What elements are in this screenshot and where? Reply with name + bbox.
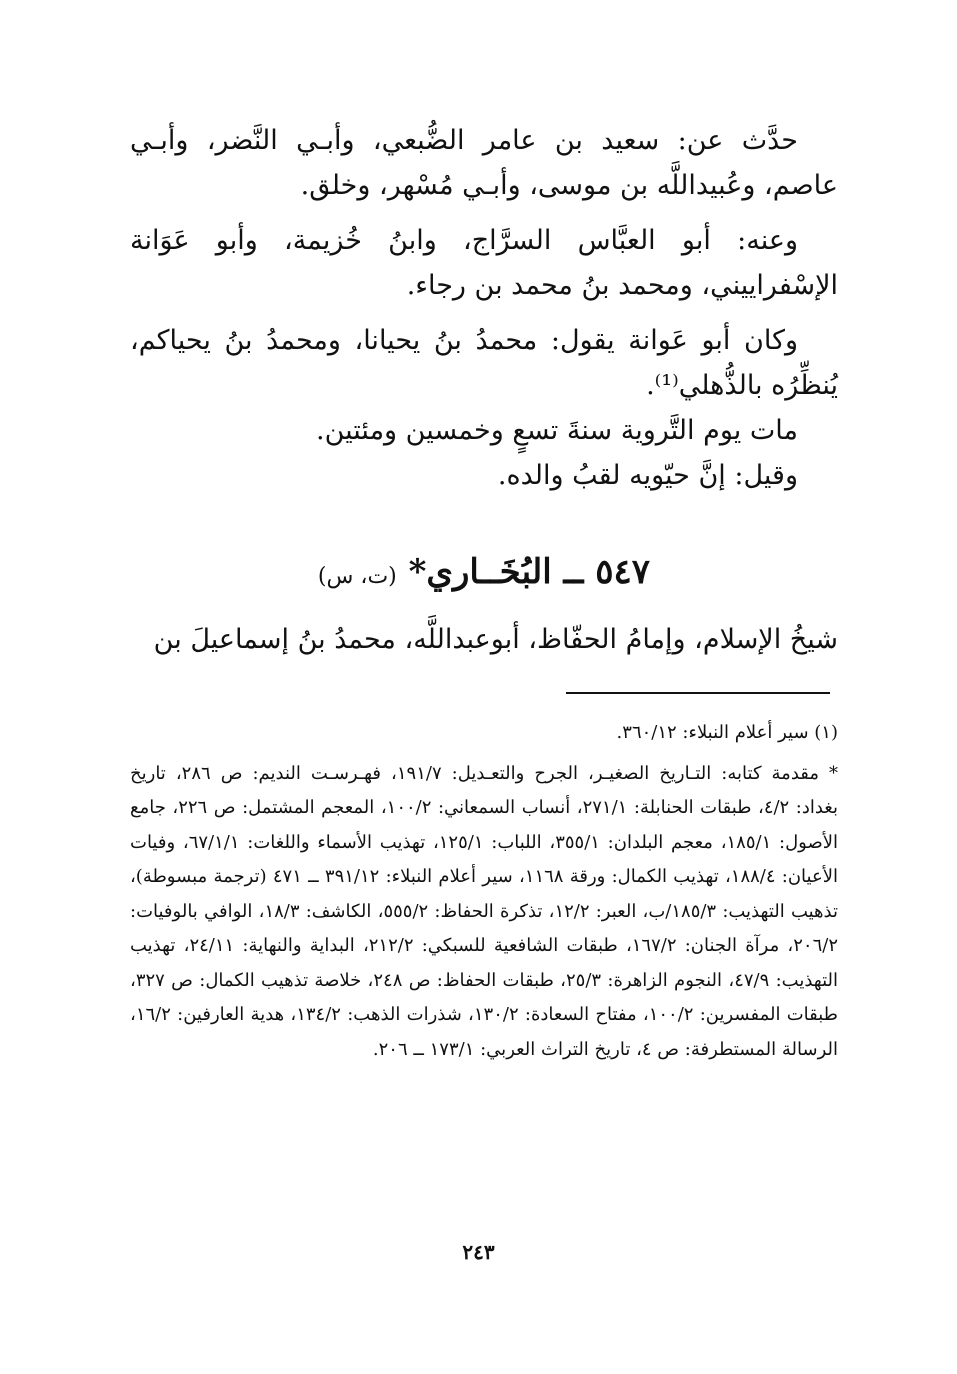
paragraph-abu-awana-quote: وكان أبو عَوانة يقول: محمدُ بنُ يحيانا، ومحمدُ بنُ يحياكم، يُنظِّرُه بالذُّهلي⁽¹⁾. — [130, 325, 838, 401]
footnote-1: (١) سير أعلام النبلاء: ٣٦٠/١٢. — [616, 722, 838, 743]
entry-heading — [130, 552, 838, 592]
paragraph-narrated-from: حدَّث عن: سعيد بن عامر الضُّبعي، وأبـي النَّضر، وأبـي عاصم، وعُبيداللَّه بن موسى، وأبـي مُسْهر، وخلق. — [130, 125, 838, 201]
entry-number-title: ٥٤٧ ــ البُخَــاري* — [408, 552, 651, 592]
paragraph-death-date: مات يوم التَّروية سنةَ تسعٍ وخمسين ومئتين. — [315, 415, 798, 446]
page-number: ٢٤٣ — [462, 1240, 495, 1264]
paragraph-nickname: وقيل: إنَّ حيّويه لقبُ والده. — [497, 460, 798, 491]
footnote-star — [130, 757, 838, 1068]
main-text — [130, 118, 838, 498]
entry-sigla: (ت، س) — [317, 564, 397, 589]
entry-body — [130, 617, 838, 662]
star-marker: * — [829, 762, 839, 784]
footnote-divider — [566, 692, 830, 694]
entry-first-line: شيخُ الإسلام، وإمامُ الحفّاظ، أبوعبداللَّه، محمدُ بنُ إسماعيلَ بن — [153, 624, 838, 655]
paragraph-narrated-by: وعنه: أبو العبَّاس السرَّاج، وابنُ خُزيمة، وأبو عَوَانة الإسْفراييني، ومحمد بنُ محمد بن رجاء. — [130, 225, 838, 301]
footnotes — [130, 716, 838, 1073]
footnote-star-text: مقدمة كتابه: التـاريخ الصغيـر، الجرح والتعـديل: ١٩١/٧، فهـرسـت النديم: ص ٢٨٦، تاريخ بغداد: ٤/٢، طبقات الحنابلة: ٢٧١/١، أنساب السمعاني: ١٠٠/٢، المعجم المشتمل: ص ٢٢٦، جامع الأصول: ١٨٥/١، معجم البلدان: ٣٥٥/١، اللباب: ١٢٥/١، تهذيب الأسماء واللغات: ٦٧/١/١، وفيات الأعيان: ١٨٨/٤، تهذيب الكمال: ورقة ١١٦٨، سير أعلام النبلاء: ٣٩١/١٢ ــ ٤٧١ (ترجمة مبسوطة)، تذهيب التهذيب: ١٨٥/٣/ب، العبر: ١٢/٢، تذكرة الحفاظ: ٥٥٥/٢، الكاشف: ١٨/٣، الوافي بالوفيات: ٢٠٦/٢، مرآة الجنان: ١٦٧/٢، طبقات الشافعية للسبكي: ٢١٢/٢، البداية والنهاية: ٢٤/١١، تهذيب التهذيب: ٤٧/٩، النجوم الزاهرة: ٢٥/٣، طبقات الحفاظ: ص ٢٤٨، خلاصة تذهيب الكمال: ص ٣٢٧، طبقات المفسرين: ١٠٠/٢، مفتاح السعادة: ١٣٠/٢، شذرات الذهب: ١٣٤/٢، هدية العارفين: ١٦/٢، الرسالة المستطرفة: ص ٤، تاريخ التراث العربي: ١٧٣/١ ــ ٢٠٦. — [130, 762, 839, 1060]
